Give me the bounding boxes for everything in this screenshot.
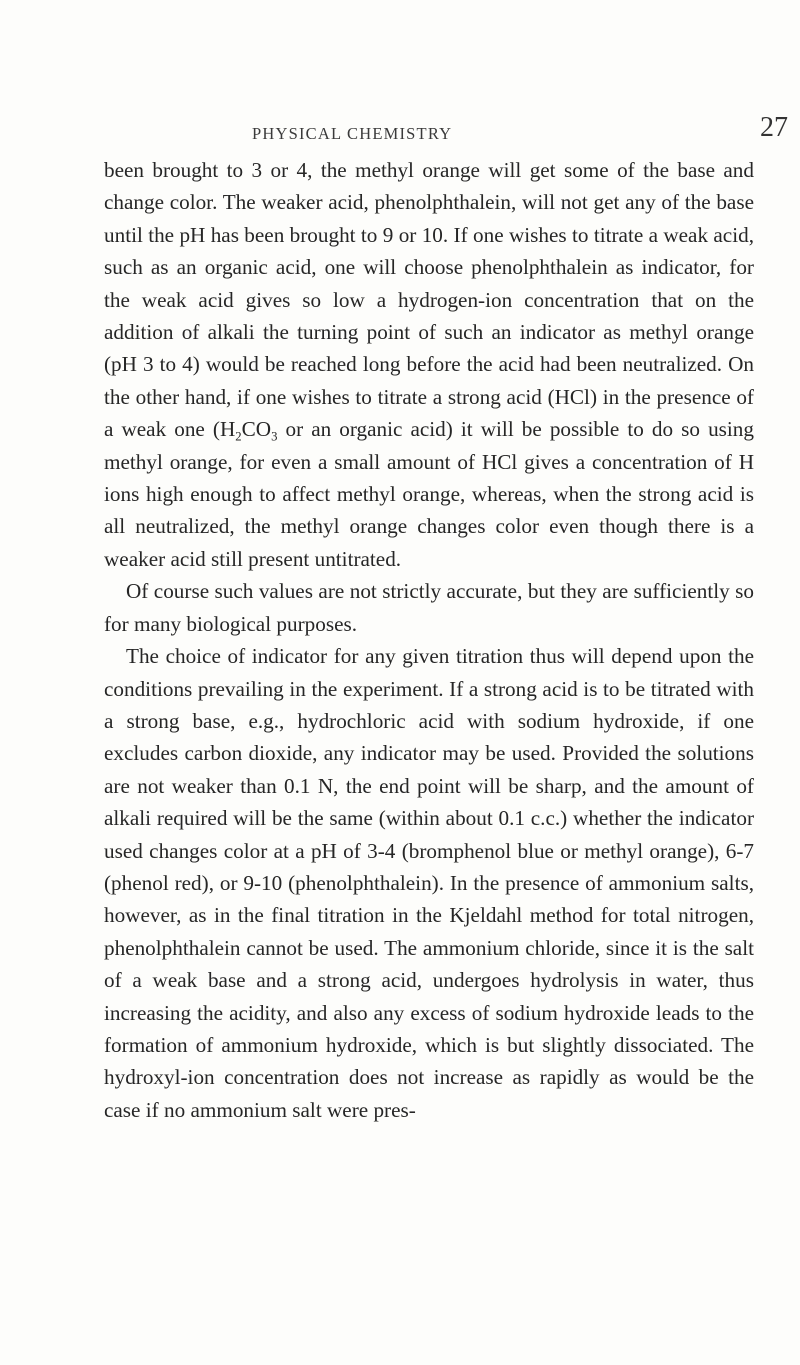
- paragraph-2: Of course such values are not strictly accurate, but they are sufficiently so for many biological purposes.: [104, 579, 754, 636]
- page-number: 27: [760, 112, 788, 143]
- running-head: [0, 112, 800, 152]
- formula-co: CO: [241, 417, 272, 442]
- running-title: PHYSICAL CHEMISTRY: [252, 124, 453, 143]
- paragraph-1-text-b: or an organic acid) it will be possible to do so using methyl orange, for even a small amount of HCl gives a concentration of H ions high enough to affect methyl orange, whereas, when the strong acid is all neutralized, the methyl orange changes color even though there is a weaker acid still present untitrated.: [104, 417, 754, 571]
- subscript-3: 3: [271, 429, 278, 444]
- paragraph-1-text-a: been brought to 3 or 4, the methyl orange will get some of the base and change color. The weaker acid, phenolphthalein, will not get any of the base until the pH has been brought to 9 or 10. If one wishes to titrate a weak acid, such as an organic acid, one will choose phenolphthalein as indicator, for the weak acid gives so low a hydrogen-ion concentration that on the addition of alkali the turning point of such an indicator as methyl orange (pH 3 to 4) would be reached long before the acid had been neutralized. On the other hand, if one wishes to titrate a strong acid (HCl) in the presence of a weak one (H: [104, 158, 754, 442]
- paragraph-3: The choice of indicator for any given titration thus will depend upon the conditions prevailing in the experiment. If a strong acid is to be titrated with a strong base, e.g., hydrochloric acid with sodium hydroxide, if one excludes carbon dioxide, any indicator may be used. Provided the solutions are not weaker than 0.1 N, the end point will be sharp, and the amount of alkali required will be the same (within about 0.1 c.c.) whether the indicator used changes color at a pH of 3-4 (bromphenol blue or methyl orange), 6-7 (phenol red), or 9-10 (phenolphthalein). In the presence of ammonium salts, however, as in the final titration in the Kjeldahl method for total nitrogen, phenolphthalein cannot be used. The ammonium chloride, since it is the salt of a weak base and a strong acid, undergoes hydrolysis in water, thus increasing the acidity, and also any excess of sodium hydroxide leads to the formation of ammonium hydroxide, which is but slightly dissociated. The hydroxyl-ion concentration does not increase as rapidly as would be the case if no ammonium salt were pres-: [104, 644, 754, 1122]
- paragraph-1: [104, 154, 754, 575]
- subscript-2: 2: [235, 429, 242, 444]
- body-text: [104, 154, 754, 1126]
